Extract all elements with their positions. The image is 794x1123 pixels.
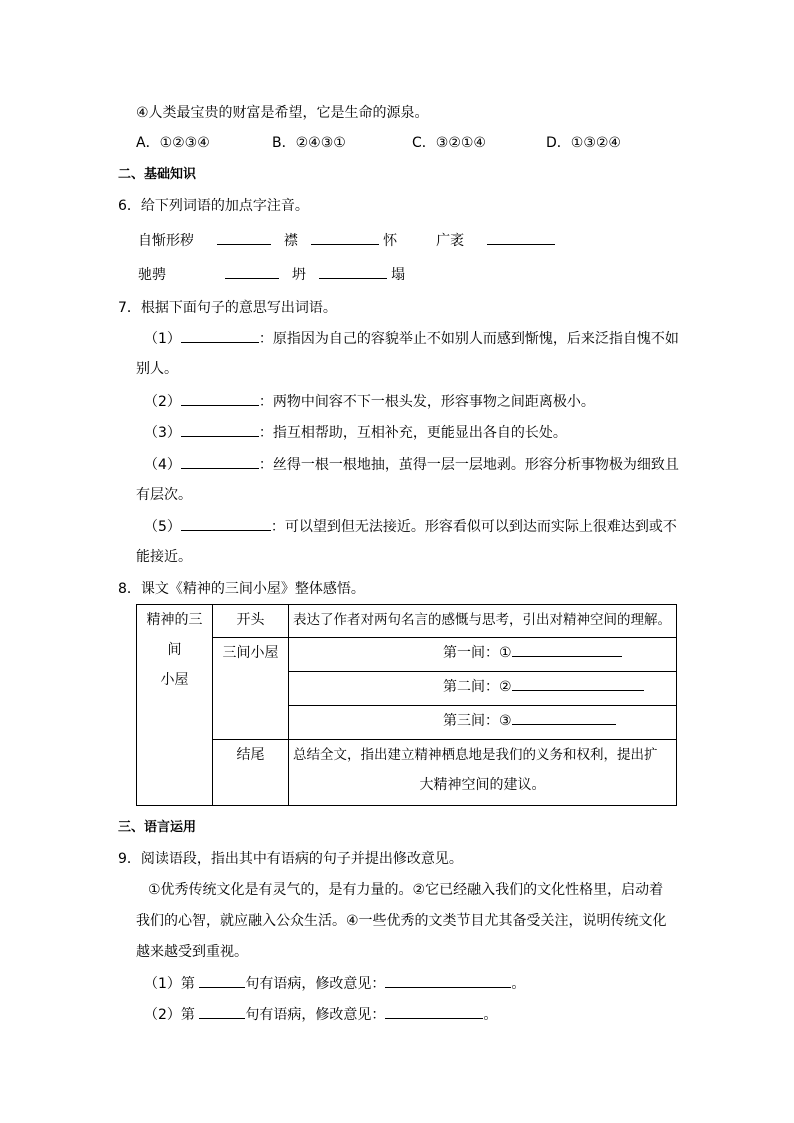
q8-room-3: [289, 706, 677, 740]
q8-room-1: [289, 638, 677, 672]
q5-item-4: ④人类最宝贵的财富是希望，它是生命的源泉。: [136, 105, 429, 121]
q9-para-line-1: ①优秀传统文化是有灵气的，是有力量的。②它已经融入我们的文化性格里，启动着: [148, 882, 664, 898]
q7-item-2-text: ：两物中间容不下一根头发，形容事物之间距离极小。: [258, 394, 595, 410]
q9-sub-2-mid: 句有语病，修改意见：: [245, 1007, 386, 1023]
q5-option-b: B．②④③①: [272, 135, 346, 151]
q6-word-4: 广袤: [436, 233, 465, 249]
q8-end-text-2: 大精神空间的建议。: [419, 777, 546, 793]
q7-item-1-text: ：原指因为自己的容貌举止不如别人而感到惭愧，后来泛指自愧不如: [258, 331, 679, 347]
q9-sub-1-mid: 句有语病，修改意见：: [245, 976, 386, 992]
q6-word-5: 驰骋: [138, 267, 166, 283]
q7-item-4-num: （4）: [144, 457, 181, 473]
q8-end-text-1: 总结全文，指出建立精神栖息地是我们的义务和权利，提出扩: [293, 747, 658, 763]
q7-item-5-cont: 能接近。: [136, 549, 192, 565]
q6-blank-1[interactable]: [217, 230, 271, 245]
q6-row-2: [138, 264, 405, 285]
section-3-title: 三、语言运用: [118, 820, 197, 835]
q6-word-1: 自惭形秽: [138, 233, 194, 249]
q6-blank-2[interactable]: [311, 230, 379, 245]
q8-col1-cell: [137, 605, 213, 806]
q7-item-5-num: （5）: [144, 519, 181, 535]
q7-item-2-num: （2）: [144, 394, 181, 410]
q6-word-6: 坍: [291, 267, 306, 283]
q7-blank-4[interactable]: [181, 454, 259, 469]
q7-item-5: [144, 516, 677, 537]
q6-word-7: 塌: [391, 267, 406, 283]
q7-item-2: [144, 391, 595, 412]
q5-option-c: C．③②①④: [412, 135, 486, 151]
q8-table: [136, 604, 677, 806]
q7-stem: 7．根据下面句子的意思写出词语。: [118, 300, 337, 316]
q8-room-3-label: 第三间：③: [443, 713, 512, 729]
q9-sub-2-blank-fix[interactable]: [385, 1004, 483, 1019]
q6-stem: 6．给下列词语的加点字注音。: [118, 198, 309, 214]
q9-sub-2-prefix: （2）第: [144, 1007, 195, 1023]
q5-option-a: A．①②③④: [136, 135, 210, 151]
q7-item-1-num: （1）: [144, 331, 181, 347]
q8-room-2: [289, 672, 677, 706]
q7-item-1: [144, 328, 679, 349]
q9-sub-1-end: 。: [511, 976, 526, 992]
q9-para-line-3: 越来越受到重视。: [136, 944, 248, 960]
q9-sub-1-blank-fix[interactable]: [385, 973, 511, 988]
q8-room-2-blank[interactable]: [512, 676, 644, 691]
q8-end-label: 结尾: [213, 740, 289, 806]
q7-blank-2[interactable]: [181, 391, 259, 406]
q7-item-5-text: ：可以望到但无法接近。形容看似可以到达而实际上很难达到或不: [270, 519, 677, 535]
q8-stem: 8．课文《精神的三间小屋》整体感悟。: [118, 581, 365, 597]
q8-open-label: 开头: [213, 605, 289, 638]
q8-open-text: 表达了作者对两句名言的感慨与思考，引出对精神空间的理解。: [289, 605, 677, 638]
section-2-title: 二、基础知识: [118, 167, 197, 182]
q8-room-1-blank[interactable]: [512, 642, 622, 657]
q5-option-d: D．①③②④: [546, 135, 621, 151]
q8-room-3-blank[interactable]: [512, 710, 616, 725]
q7-item-4-text: ：丝得一根一根地抽，茧得一层一层地剥。形容分析事物极为细致且: [258, 457, 679, 473]
q6-row-1: [138, 230, 555, 251]
q9-sub-1: [144, 973, 525, 994]
q8-room-2-label: 第二间：②: [443, 679, 512, 695]
q7-item-3-num: （3）: [144, 425, 181, 441]
q7-item-3: [144, 422, 567, 443]
q9-sub-1-blank-num[interactable]: [199, 973, 245, 988]
q9-para-line-2: 我们的心智，就应融入公众生活。④一些优秀的文类节目尤其备受关注，说明传统文化: [136, 913, 667, 929]
q6-word-3: 怀: [383, 233, 398, 249]
q7-item-4-cont: 有层次。: [136, 487, 192, 503]
q9-sub-2-blank-num[interactable]: [199, 1004, 245, 1019]
q7-item-1-cont: 别人。: [136, 361, 178, 377]
q7-item-3-text: ：指互相帮助，互相补充，更能显出各自的长处。: [258, 425, 567, 441]
q7-blank-3[interactable]: [181, 422, 259, 437]
q9-sub-2-end: 。: [483, 1007, 498, 1023]
q9-stem: 9．阅读语段，指出其中有语病的句子并提出修改意见。: [118, 851, 463, 867]
q6-blank-4[interactable]: [225, 264, 279, 279]
q7-blank-5[interactable]: [181, 516, 271, 531]
q8-col1-line2: 小屋: [160, 672, 189, 688]
q9-sub-2: [144, 1004, 497, 1025]
q8-mid-label: 三间小屋: [213, 638, 289, 740]
q6-word-2: 襟: [283, 233, 298, 249]
q7-blank-1[interactable]: [181, 328, 259, 343]
q6-blank-5[interactable]: [319, 264, 387, 279]
q8-room-1-label: 第一间：①: [443, 645, 512, 661]
q7-item-4: [144, 454, 679, 475]
q8-col1-line1: 精神的三间: [146, 612, 203, 658]
q9-sub-1-prefix: （1）第: [144, 976, 195, 992]
q6-blank-3[interactable]: [487, 230, 555, 245]
q8-end-text: [289, 740, 677, 806]
